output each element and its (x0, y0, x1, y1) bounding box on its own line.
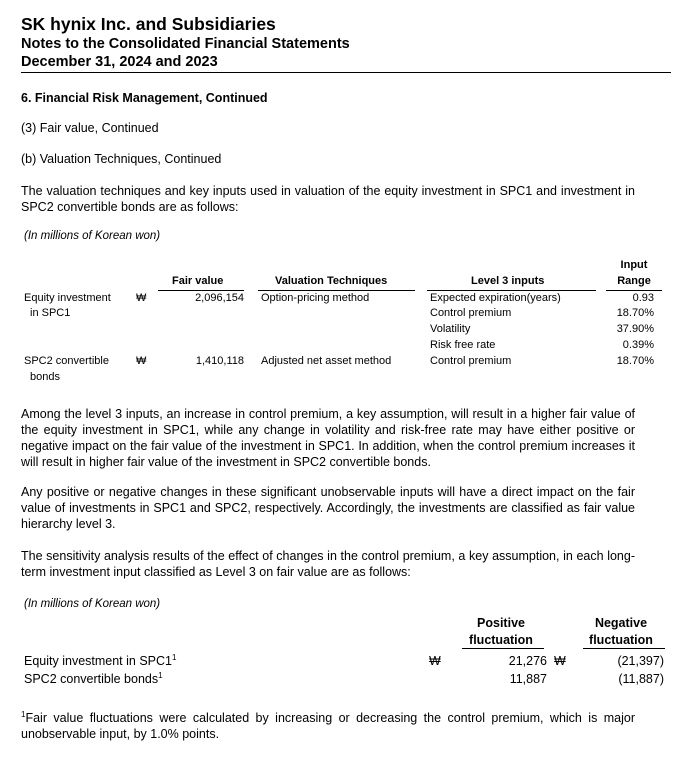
table-row-label: Equity investment in $SPC1^1$ (24, 652, 177, 668)
col-header-fair-value: Fair value (172, 275, 224, 287)
col-header-range-line1: Input (620, 259, 648, 271)
footnote-marker: 1 (172, 652, 177, 662)
footnote-marker: 1 (158, 670, 163, 680)
currency-symbol: ₩ (136, 292, 147, 304)
subsection-valuation: (b) Valuation Techniques, Continued (21, 152, 222, 166)
range-cell: 37.90% (616, 323, 654, 335)
col-header-underline (462, 648, 544, 649)
currency-symbol: ₩ (136, 355, 147, 367)
unit-note: (In millions of Korean won) (24, 230, 161, 242)
col-header-technique: Valuation Techniques (275, 275, 388, 287)
col-header-underline (158, 290, 244, 291)
table-row-label: in SPC1 (30, 307, 71, 319)
col-header-underline (606, 290, 662, 291)
range-cell: 18.70% (616, 307, 654, 319)
table-row-label: Equity investment (24, 292, 111, 304)
section-title: 6. Financial Risk Management, Continued (21, 91, 268, 105)
table-row-label: bonds (30, 371, 60, 383)
period-heading: December 31, 2024 and 2023 (21, 54, 218, 70)
technique-cell: Option-pricing method (261, 292, 370, 304)
unit-note: (In millions of Korean won) (24, 598, 161, 610)
footnote: $^1$Fair value fluctuations were calculated by increasing or decreasing the control premium, which is major unobservable input, by 1.0% points. (21, 709, 635, 741)
paragraph-sensitivity-intro: The sensitivity analysis results of the effect of changes in the control premium, a key assumption, in each long-term investment input classified as Level 3 on fair value are as follows: (21, 549, 635, 579)
col-header-negative-line1: Negative (594, 616, 648, 630)
col-header-range-line2: Range (617, 275, 651, 287)
fair-value-cell: 1,410,118 (195, 355, 244, 367)
col-header-underline (427, 290, 596, 291)
col-header-inputs: Level 3 inputs (471, 275, 545, 287)
footnote-marker: 1 (21, 709, 26, 719)
input-cell: Control premium (430, 355, 512, 367)
col-header-positive-line2: fluctuation (469, 633, 533, 647)
notes-title: Notes to the Consolidated Financial Statements (21, 36, 350, 52)
header-divider (21, 72, 671, 73)
range-cell: 18.70% (616, 355, 654, 367)
col-header-underline (583, 648, 665, 649)
positive-cell: 21,276 (508, 654, 547, 668)
company-name: SK hynix Inc. and Subsidiaries (21, 14, 276, 34)
range-cell: 0.93 (632, 292, 654, 304)
negative-cell: (11,887) (618, 672, 664, 686)
fair-value-cell: 2,096,154 (195, 292, 244, 304)
col-header-underline (258, 290, 415, 291)
col-header-negative-line2: fluctuation (589, 633, 653, 647)
paragraph-unobservable-inputs: Any positive or negative changes in these significant unobservable inputs will have a direct impact on the fair value of investments in SPC1 and SPC2, respectively. Accordingly, the investments are classified as fair value hierarchy level 3. (21, 485, 635, 531)
negative-cell: (21,397) (617, 654, 664, 668)
input-cell: Risk free rate (430, 339, 496, 351)
currency-symbol: ₩ (554, 654, 566, 668)
positive-cell: 11,887 (509, 672, 547, 686)
technique-cell: Adjusted net asset method (261, 355, 392, 367)
paragraph-level3-inputs: Among the level 3 inputs, an increase in control premium, a key assumption, will result in a higher fair value of the equity investment in SPC1, while any change in volatility and risk-free rate may have either positive or negative impact on the fair value of the investment in SPC1. In addition, when the control premium increases it will result in higher fair value of the investment in SPC2 convertible bonds. (21, 407, 635, 469)
intro-paragraph: The valuation techniques and key inputs used in valuation of the equity investment in SPC1 and investment in SPC2 convertible bonds are as follows: (21, 184, 635, 214)
input-cell: Volatility (430, 323, 471, 335)
input-cell: Expected expiration(years) (430, 292, 561, 304)
input-cell: Control premium (430, 307, 512, 319)
range-cell: 0.39% (622, 339, 654, 351)
subsection-fair-value: (3) Fair value, Continued (21, 121, 159, 135)
currency-symbol: ₩ (429, 654, 441, 668)
table-row-label: SPC2 convertible bonds$^1$ (24, 670, 163, 686)
col-header-positive-line1: Positive (477, 616, 525, 630)
table-row-label: SPC2 convertible (24, 355, 109, 367)
